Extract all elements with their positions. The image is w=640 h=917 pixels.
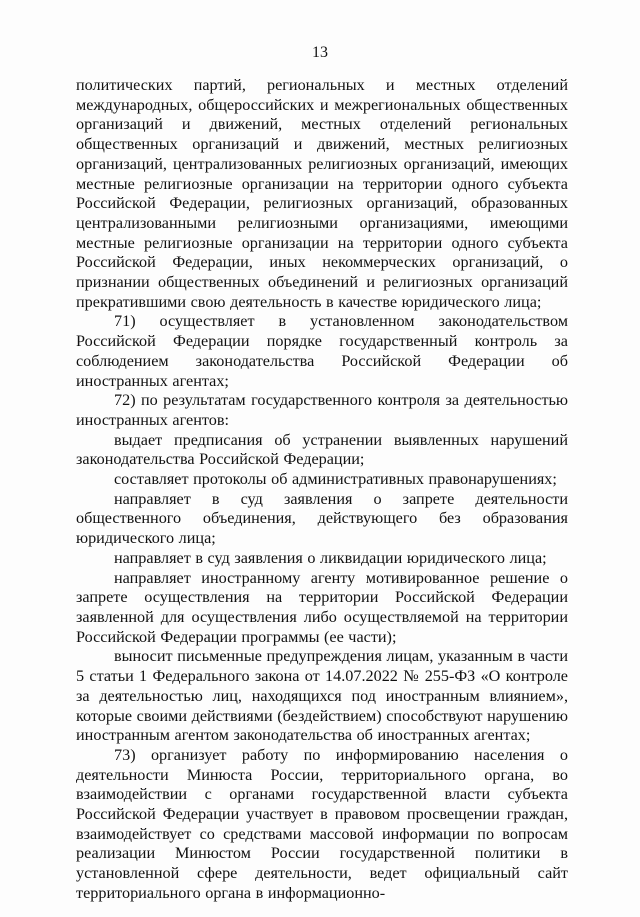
- paragraph-continuation: политических партий, региональных и местных отделений международных, общероссийских и межрегиональных общественных организаций и движений, местных отделений региональных общественных организаций и движений, местных религиозных организаций, централизованных религиозных организаций, имеющих местные религиозные организации на территории одного субъекта Российской Федерации, религиозных организаций, образованных централизованными религиозными организациями, имеющими местные религиозные организации на территории одного субъекта Российской Федерации, иных некоммерческих организаций, о признании общественных объединений и религиозных организаций прекратившими свою деятельность в качестве юридического лица;: [76, 76, 568, 311]
- paragraph-item-72-issues-orders: выдает предписания об устранении выявленных нарушений законодательства Российской Федерации;: [76, 430, 568, 469]
- paragraph-item-72-warnings: выносит письменные предупреждения лицам, указанным в части 5 статьи 1 Федерального закона от 14.07.2022 № 255-ФЗ «О контроле за деятельностью лиц, находящихся под иностранным влиянием», которые своими действиями (бездействием) способствуют нарушению иностранным агентом законодательства об иностранных агентах;: [76, 647, 568, 745]
- page-number: 13: [312, 44, 328, 61]
- paragraph-item-72-liquidation-claims: направляет в суд заявления о ликвидации юридического лица;: [114, 548, 547, 567]
- paragraph-item-72-protocols: составляет протоколы об административных правонарушениях;: [114, 470, 557, 489]
- paragraph-item-73: 73) организует работу по информированию населения о деятельности Минюста России, территориального органа, во взаимодействии с органами государственной власти субъекта Российской Федерации участвует в правовом просвещении граждан, взаимодействует со средствами массовой информации по вопросам реализации Минюстом России государственной политики в установленной сфере деятельности, ведет официальный сайт территориального органа в информационно-: [76, 745, 568, 902]
- paragraph-item-72-program-ban: направляет иностранному агенту мотивированное решение о запрете осуществления на территории Российской Федерации заявленной для осуществления либо осуществляемой на территории Российской Федерации программы (ее части);: [76, 568, 568, 646]
- paragraph-item-72-ban-claims: направляет в суд заявления о запрете деятельности общественного объединения, действующего без образования юридического лица;: [76, 489, 568, 548]
- document-body: [76, 76, 568, 904]
- paragraph-item-72: 72) по результатам государственного контроля за деятельностью иностранных агентов:: [76, 391, 568, 429]
- paragraph-item-71: 71) осуществляет в установленном законодательством Российской Федерации порядке государственный контроль за соблюдением законодательства Российской Федерации об иностранных агентах;: [76, 312, 568, 390]
